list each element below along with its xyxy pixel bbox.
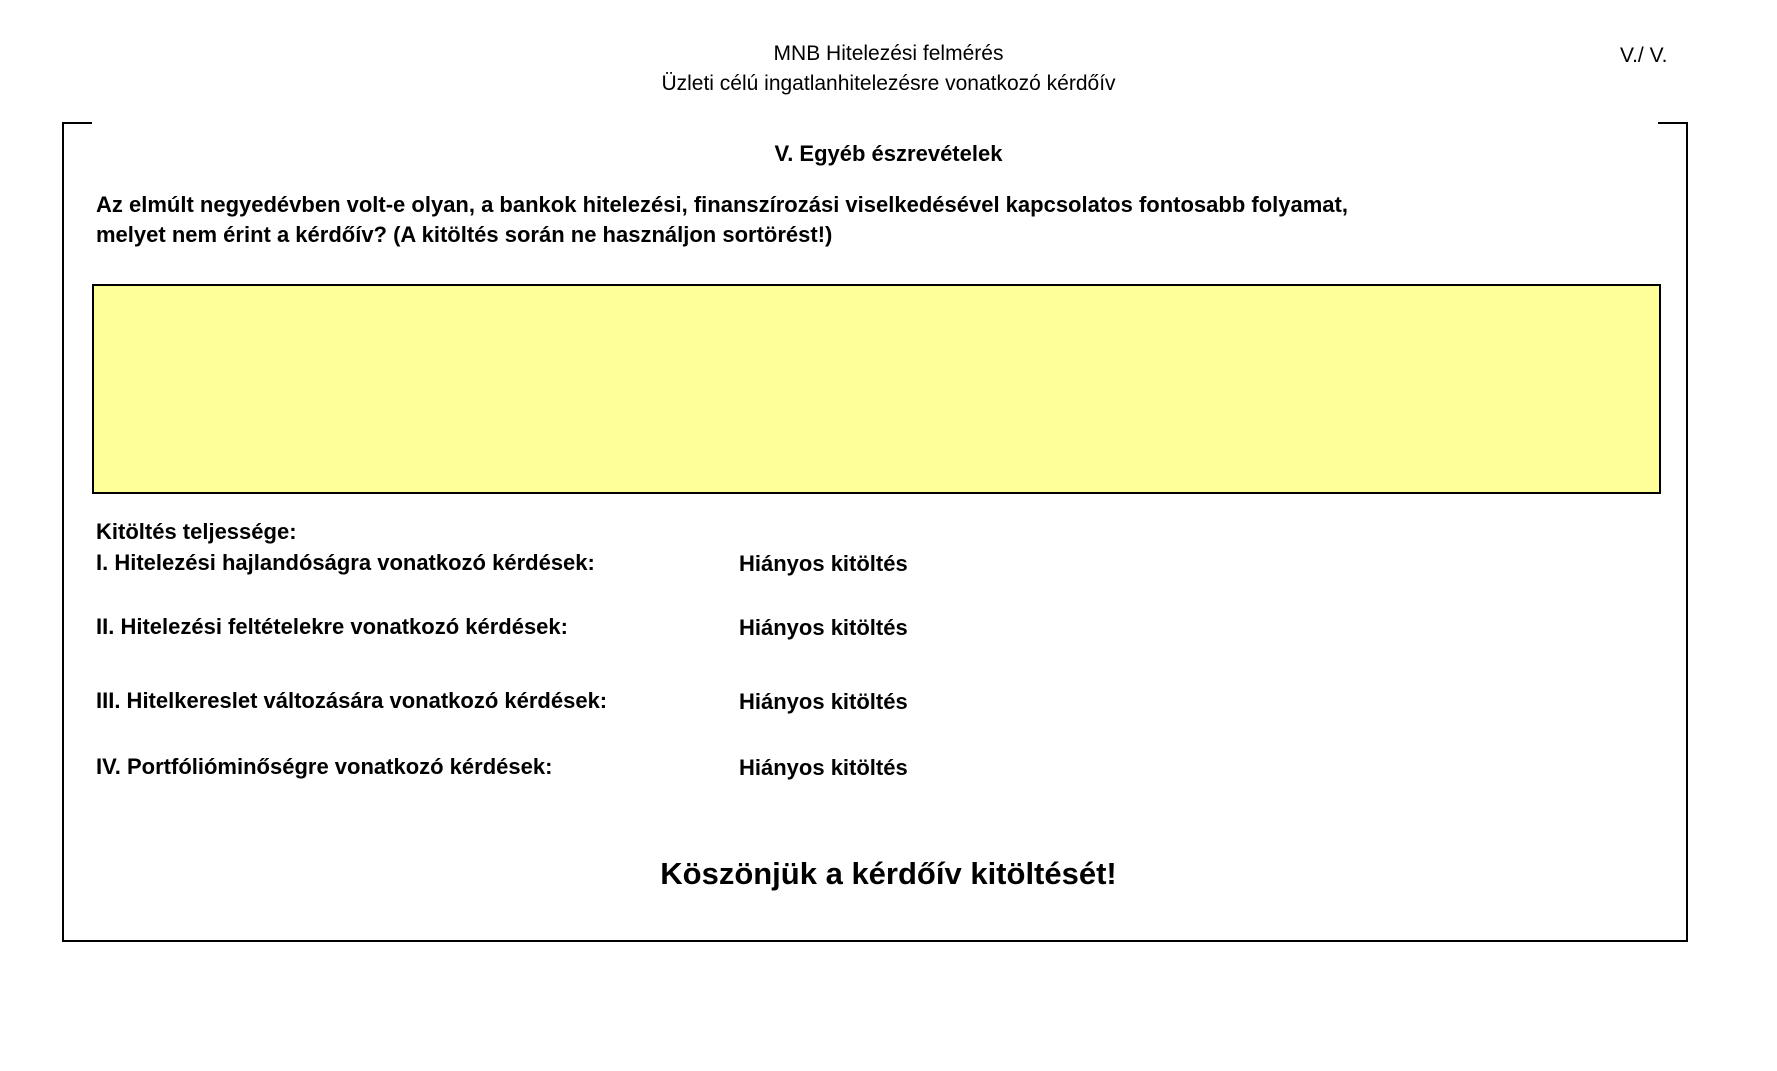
page-number: V./ V. xyxy=(1620,44,1668,67)
frame-corner-left xyxy=(62,122,92,124)
completeness-row-status-2: Hiányos kitöltés xyxy=(739,615,908,640)
completeness-row-status-1: Hiányos kitöltés xyxy=(739,551,908,576)
question-text xyxy=(96,190,1596,250)
header-subtitle: Üzleti célú ingatlanhitelezésre vonatkozó kérdőív xyxy=(661,72,1116,95)
completeness-row-status-4: Hiányos kitöltés xyxy=(739,755,908,780)
question-line-2: melyet nem érint a kérdőív? (A kitöltés során ne használjon sortörést!) xyxy=(96,222,833,247)
completeness-row-label-2: II. Hitelezési feltételekre vonatkozó kérdések: xyxy=(96,614,568,639)
comments-input[interactable] xyxy=(92,284,1661,494)
closing-message: Köszönjük a kérdőív kitöltését! xyxy=(660,856,1117,891)
completeness-row-status-3: Hiányos kitöltés xyxy=(739,689,908,714)
completeness-label: Kitöltés teljessége: xyxy=(96,519,297,544)
completeness-row-label-3: III. Hitelkereslet változására vonatkozó kérdések: xyxy=(96,688,608,713)
section-title: V. Egyéb észrevételek xyxy=(774,141,1003,166)
completeness-row-label-4: IV. Portfólióminőségre vonatkozó kérdések: xyxy=(96,754,553,779)
question-line-1: Az elmúlt negyedévben volt-e olyan, a bankok hitelezési, finanszírozási viselkedésével kapcsolatos fontosabb folyamat, xyxy=(96,192,1348,217)
completeness-row-label-1: I. Hitelezési hajlandóságra vonatkozó kérdések: xyxy=(96,550,595,575)
header-title: MNB Hitelezési felmérés xyxy=(773,42,1004,65)
frame-corner-right xyxy=(1658,122,1688,124)
